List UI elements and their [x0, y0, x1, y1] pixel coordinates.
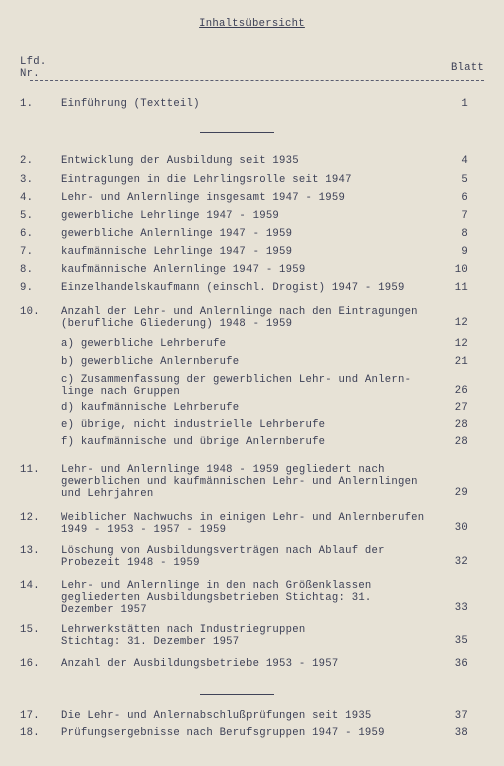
entry-text: b) gewerbliche Anlernberufe — [61, 356, 240, 368]
entry-text: Lehr- und Anlernlinge insgesamt 1947 - 1959 — [61, 192, 346, 204]
entry-text: e) übrige, nicht industrielle Lehrberufe — [61, 419, 326, 431]
entry-number: 8. — [20, 264, 34, 276]
entry-page: 36 — [454, 658, 468, 670]
entry-page: 30 — [454, 522, 468, 534]
entry-page: 32 — [454, 556, 468, 568]
entry-page: 28 — [454, 419, 468, 431]
entry-page: 9 — [461, 246, 468, 258]
entry-text: a) gewerbliche Lehrberufe — [61, 338, 227, 350]
entry-number: 1. — [20, 98, 34, 110]
entry-text: Weiblicher Nachwuchs in einigen Lehr- und Anlernberufen 1949 - 1953 - 1957 - 1959 — [61, 512, 425, 536]
entry-number: 4. — [20, 192, 34, 204]
header-blatt: Blatt — [450, 62, 484, 74]
page-title: Inhaltsübersicht — [199, 18, 305, 30]
entry-text: Löschung von Ausbildungsverträgen nach Ablauf der Probezeit 1948 - 1959 — [61, 545, 385, 569]
entry-page: 11 — [454, 282, 468, 294]
entry-text: gewerbliche Anlernlinge 1947 - 1959 — [61, 228, 293, 240]
entry-text: Eintragungen in die Lehrlingsrolle seit 1947 — [61, 174, 352, 186]
entry-text: Die Lehr- und Anlernabschlußprüfungen seit 1935 — [61, 710, 372, 722]
entry-page: 5 — [461, 174, 468, 186]
entry-page: 8 — [461, 228, 468, 240]
entry-page: 6 — [461, 192, 468, 204]
entry-number: 18. — [20, 727, 40, 739]
entry-page: 4 — [461, 155, 468, 167]
entry-number: 13. — [20, 545, 40, 557]
section-separator — [200, 132, 274, 133]
entry-number: 5. — [20, 210, 34, 222]
entry-text: Lehr- und Anlernlinge in den nach Größenklassen gegliederten Ausbildungsbetrieben Stichtag: 31. Dezember 1957 — [61, 580, 372, 616]
entry-text: Prüfungsergebnisse nach Berufsgruppen 1947 - 1959 — [61, 727, 385, 739]
entry-page: 28 — [454, 436, 468, 448]
entry-text: Einführung (Textteil) — [61, 98, 200, 110]
entry-page: 33 — [454, 602, 468, 614]
entry-page: 35 — [454, 635, 468, 647]
entry-text: f) kaufmännische und übrige Anlernberufe — [61, 436, 326, 448]
entry-number: 15. — [20, 624, 40, 636]
entry-text: c) Zusammenfassung der gewerblichen Lehr- und Anlern- linge nach Gruppen — [61, 374, 412, 398]
entry-page: 21 — [454, 356, 468, 368]
entry-text: d) kaufmännische Lehrberufe — [61, 402, 240, 414]
entry-number: 3. — [20, 174, 34, 186]
entry-number: 10. — [20, 306, 40, 318]
entry-text: Anzahl der Lehr- und Anlernlinge nach den Eintragungen (berufliche Gliederung) 1948 - 1959 — [61, 306, 418, 330]
entry-number: 16. — [20, 658, 40, 670]
entry-number: 17. — [20, 710, 40, 722]
entry-page: 7 — [461, 210, 468, 222]
entry-page: 38 — [454, 727, 468, 739]
entry-page: 12 — [454, 338, 468, 350]
entry-text: kaufmännische Lehrlinge 1947 - 1959 — [61, 246, 293, 258]
entry-text: Lehr- und Anlernlinge 1948 - 1959 gegliedert nach gewerblichen und kaufmännischen Lehr- und Anlernlingen und Lehrjahren — [61, 464, 418, 500]
entry-page: 37 — [454, 710, 468, 722]
entry-page: 1 — [461, 98, 468, 110]
entry-text: Entwicklung der Ausbildung seit 1935 — [61, 155, 299, 167]
entry-page: 27 — [454, 402, 468, 414]
entry-text: Lehrwerkstätten nach Industriegruppen Stichtag: 31. Dezember 1957 — [61, 624, 306, 648]
entry-number: 2. — [20, 155, 34, 167]
entry-number: 14. — [20, 580, 40, 592]
header-lfd: Lfd. — [20, 56, 47, 68]
entry-number: 11. — [20, 464, 40, 476]
entry-page: 10 — [454, 264, 468, 276]
entry-text: Anzahl der Ausbildungsbetriebe 1953 - 1957 — [61, 658, 339, 670]
entry-number: 9. — [20, 282, 34, 294]
header-divider — [30, 80, 484, 81]
header-nr: Nr. — [20, 68, 40, 80]
entry-page: 29 — [454, 487, 468, 499]
entry-page: 12 — [454, 317, 468, 329]
entry-number: 12. — [20, 512, 40, 524]
entry-text: gewerbliche Lehrlinge 1947 - 1959 — [61, 210, 280, 222]
entry-number: 7. — [20, 246, 34, 258]
entry-text: kaufmännische Anlernlinge 1947 - 1959 — [61, 264, 306, 276]
entry-page: 26 — [454, 385, 468, 397]
entry-number: 6. — [20, 228, 34, 240]
section-separator — [200, 694, 274, 695]
entry-text: Einzelhandelskaufmann (einschl. Drogist) 1947 - 1959 — [61, 282, 405, 294]
